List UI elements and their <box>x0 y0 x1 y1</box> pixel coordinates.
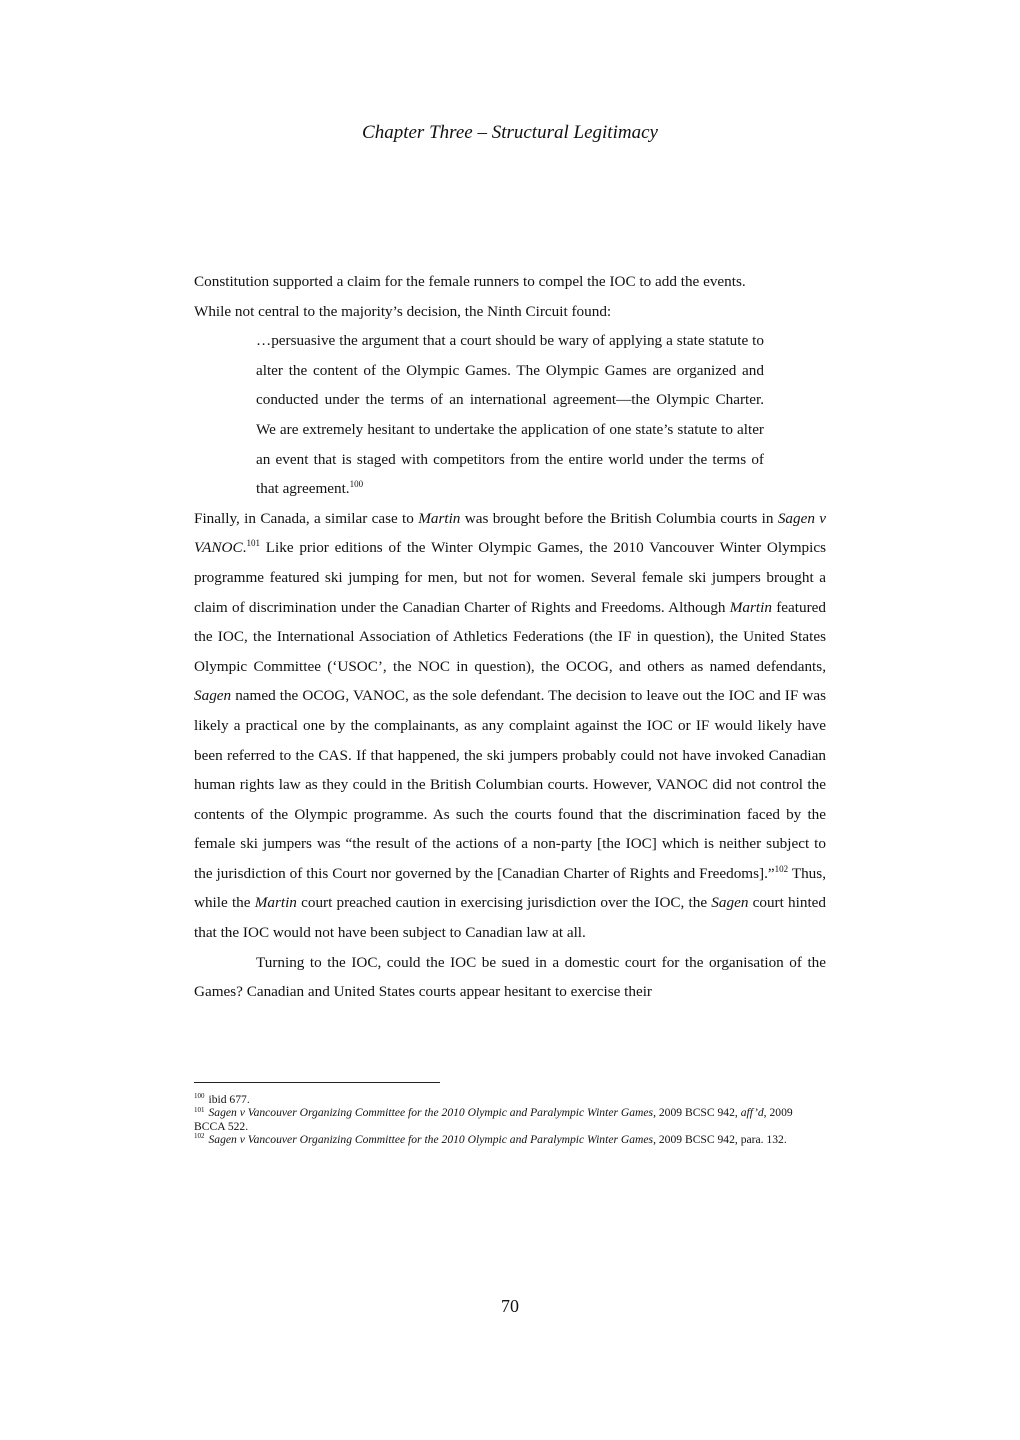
case-name-sagen: Sagen <box>711 894 749 912</box>
footnote-divider <box>194 1082 440 1083</box>
footnote-text: , 2009 BCCA 522. <box>194 1106 793 1133</box>
text-segment: court preached caution in exercising jurisdiction over the IOC, the <box>296 894 712 912</box>
footnote-ref-100: 100 <box>349 479 364 490</box>
text-segment: featured the IOC, the International Association of Athletics Federations (the IF in question), the United States Olympic Committee (‘USOC’, the NOC in question), the OCOG, and others as named defendants, <box>194 598 826 675</box>
footnote-text: , 2009 BCSC 942, <box>653 1106 741 1120</box>
footnote-number: 100 <box>194 1092 205 1101</box>
text-segment: was brought before the British Columbia courts in <box>460 509 778 527</box>
text-segment: . <box>242 539 247 557</box>
text-segment: court hinted that the IOC would not have been subject to Canadian law at all. <box>194 894 826 942</box>
footnote-text: , 2009 BCSC 942, para. 132. <box>653 1133 787 1147</box>
running-header: Chapter Three – Structural Legitimacy <box>362 122 658 143</box>
footnote-101 <box>194 1106 826 1133</box>
footnote-number: 101 <box>194 1105 205 1114</box>
text-segment: Thus, while the <box>194 864 826 912</box>
paragraph-intro <box>194 267 826 326</box>
footnote-102 <box>194 1133 826 1146</box>
footnote-case-name: Sagen v Vancouver Organizing Committee for the 2010 Olympic and Paralympic Winter Games <box>208 1133 654 1147</box>
footnote-ref-102: 102 <box>774 863 789 874</box>
intro-line-2: While not central to the majority’s decision, the Ninth Circuit found: <box>194 302 612 320</box>
case-name-sagen: Sagen <box>194 687 232 705</box>
text-segment: Finally, in Canada, a similar case to <box>194 509 419 527</box>
text-segment: named the OCOG, VANOC, as the sole defendant. The decision to leave out the IOC and IF was likely a practical one by the complainants, as any complaint against the IOC or IF would likely have been referred to the CAS. If that happened, the ski jumpers probably could not have invoked Canadian human rights law as they could in the British Columbian courts. However, VANOC did not control the contents of the Olympic programme. As such the courts found that the discrimination faced by the female ski jumpers was “the result of the actions of a non-party [the IOC] which is neither subject to the jurisdiction of this Court nor governed by the [Canadian Charter of Rights and Freedoms].” <box>194 687 826 882</box>
footnotes <box>194 1093 826 1147</box>
footnote-ref-101: 101 <box>246 538 260 549</box>
paragraph-sagen <box>194 504 826 948</box>
case-name-sagen-v-vanoc: Sagen v VANOC <box>194 509 827 557</box>
body-text <box>194 267 826 1007</box>
text-segment: Like prior editions of the Winter Olympic Games, the 2010 Vancouver Winter Olympics programme featured ski jumping for men, but not for women. Several female ski jumpers brought a claim of discrimination under the Canadian Charter of Rights and Freedoms. Although <box>194 539 826 616</box>
footnote-number: 102 <box>194 1132 205 1141</box>
case-name-martin: Martin <box>254 894 297 912</box>
case-name-martin: Martin <box>418 509 461 527</box>
block-quote <box>256 326 764 504</box>
quote-text: …persuasive the argument that a court should be wary of applying a state statute to alter the content of the Olympic Games. The Olympic Games are organized and conducted under the terms of an international agreement—the Olympic Charter. We are extremely hesitant to undertake the application of one state’s statute to alter an event that is staged with competitors from the entire world under the terms of that agreement. <box>256 332 764 498</box>
case-name-martin: Martin <box>729 598 772 616</box>
footnote-100 <box>194 1093 826 1106</box>
intro-line-1: Constitution supported a claim for the female runners to compel the IOC to add the events. <box>194 273 746 290</box>
footnote-affirmed: aff’d <box>740 1106 764 1120</box>
page-number: 70 <box>501 1296 519 1316</box>
footnote-text: ibid 677. <box>208 1093 250 1106</box>
paragraph-ioc: Turning to the IOC, could the IOC be sued in a domestic court for the organisation of the Games? Canadian and United States courts appear hesitant to exercise their <box>194 953 826 1001</box>
footnote-case-name: Sagen v Vancouver Organizing Committee for the 2010 Olympic and Paralympic Winter Games <box>208 1106 654 1120</box>
